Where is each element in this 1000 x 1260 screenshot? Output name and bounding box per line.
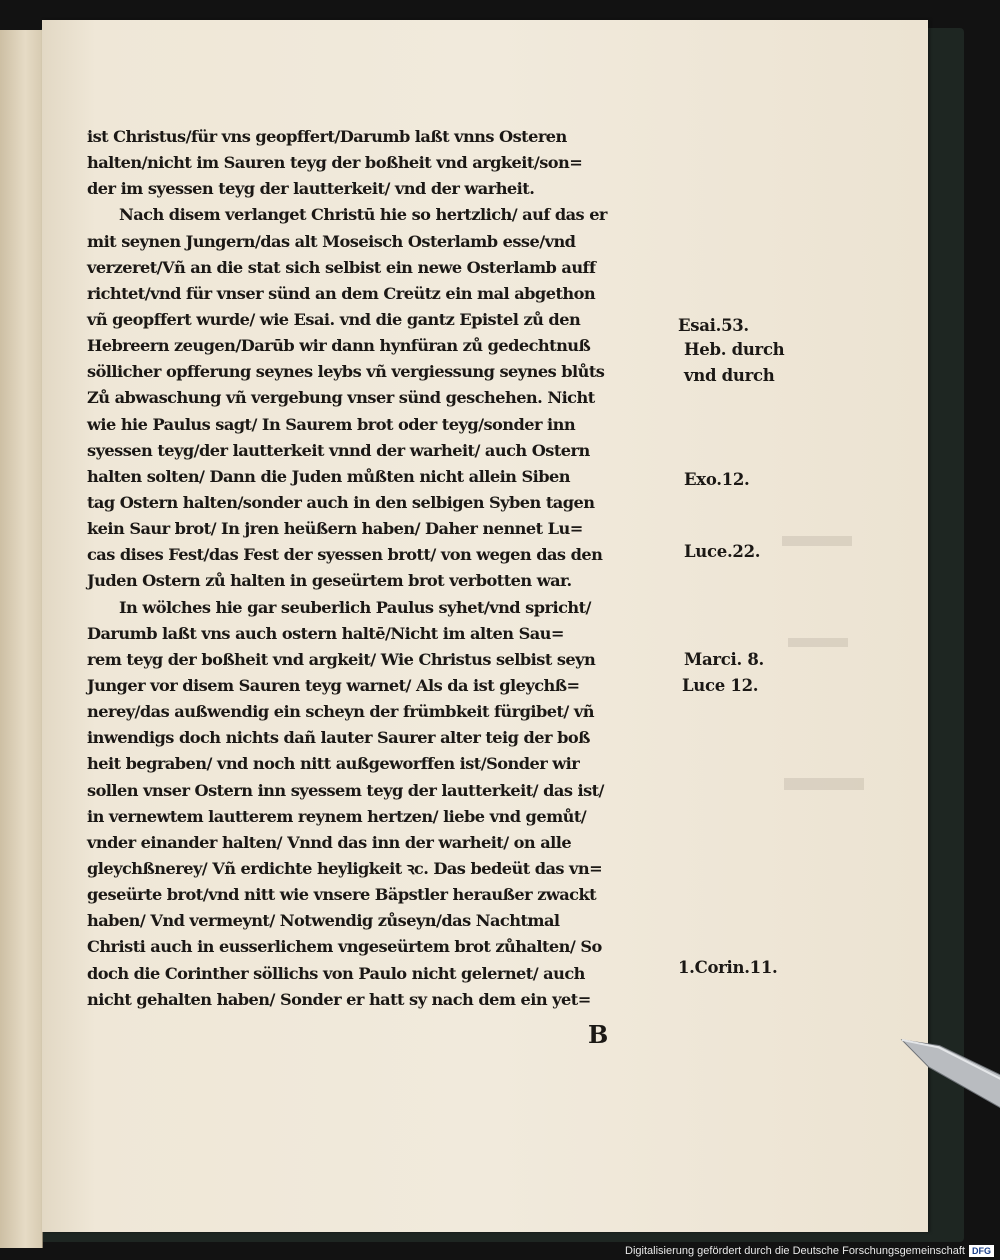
text-line: richtet/vnd für vnser sünd an dem Creütz ein mal abgethon bbox=[87, 283, 596, 303]
text-line: haben/ Vnd vermeynt/ Notwendig zůseyn/das Nachtmal bbox=[87, 911, 560, 931]
text-line: Nach disem verlanget Christū hie so hertzlich/ auf das er bbox=[119, 205, 607, 225]
footer-text: Digitalisierung gefördert durch die Deutsche Forschungsgemeinschaft bbox=[625, 1245, 965, 1257]
text-line: vnder einander halten/ Vnnd das inn der warheit/ on alle bbox=[87, 832, 572, 852]
text-line: heit begraben/ vnd noch nitt außgeworffen ist/Sonder wir bbox=[87, 754, 580, 774]
book-page bbox=[42, 20, 928, 1232]
text-line: Juden Ostern zů halten in geseürtem brot verbotten war. bbox=[87, 571, 572, 591]
footer-credit bbox=[625, 1245, 994, 1257]
text-line: gleychßnerey/ Vñ erdichte heyligkeit ꝛc. Das bedeüt das vn= bbox=[87, 858, 603, 878]
margin-note-esai: Esai.53. bbox=[678, 316, 749, 335]
margin-note-heb: Heb. durch bbox=[684, 340, 785, 359]
show-through-marks bbox=[778, 528, 888, 828]
text-line: Zů abwaschung vñ vergebung vnser sünd geschehen. Nicht bbox=[87, 388, 595, 408]
text-line: Christi auch in eusserlichem vngeseürtem brot zůhalten/ So bbox=[87, 937, 602, 957]
text-line: nicht gehalten haben/ Sonder er hatt sy nach dem ein yet= bbox=[87, 989, 591, 1009]
text-line: syessen teyg/der lautterkeit vnnd der warheit/ auch Ostern bbox=[87, 440, 590, 460]
margin-note-corin: 1.Corin.11. bbox=[678, 958, 778, 977]
text-line: In wölches hie gar seuberlich Paulus syhet/vnd spricht/ bbox=[119, 597, 591, 617]
text-line: mit seynen Jungern/das alt Moseisch Osterlamb esse/vnd bbox=[87, 231, 576, 251]
text-line: in vernewtem lautterem reynem hertzen/ liebe vnd gemůt/ bbox=[87, 806, 587, 826]
text-line: halten/nicht im Sauren teyg der boßheit vnd argkeit/son= bbox=[87, 153, 583, 173]
text-line: Hebreern zeugen/Darūb wir dann hynfüran zů gedechtnuß bbox=[87, 336, 591, 356]
text-line: halten solten/ Dann die Juden můßten nicht allein Siben bbox=[87, 466, 570, 486]
text-line: kein Saur brot/ In jren heüßern haben/ Daher nennet Lu= bbox=[87, 519, 583, 539]
text-line: rem teyg der boßheit vnd argkeit/ Wie Christus selbist seyn bbox=[87, 649, 596, 669]
text-line: tag Ostern halten/sonder auch in den selbigen Syben tagen bbox=[87, 492, 595, 512]
text-line: ist Christus/für vns geopffert/Darumb laßt vnns Osteren bbox=[87, 127, 567, 146]
margin-note-marci: Marci. 8. bbox=[684, 650, 764, 669]
text-line: verzeret/Vñ an die stat sich selbist ein newe Osterlamb auff bbox=[87, 257, 596, 277]
text-line: cas dises Fest/das Fest der syessen brott/ von wegen das den bbox=[87, 545, 603, 565]
body-text bbox=[87, 124, 687, 1013]
text-line: söllicher opfferung seynes leybs vñ vergiessung seynes blůts bbox=[87, 362, 605, 382]
text-line: Junger vor disem Sauren teyg warnet/ Als da ist gleychß= bbox=[87, 675, 580, 695]
text-line: geseürte brot/vnd nitt wie vnsere Bäpstler heraußer zwackt bbox=[87, 885, 597, 905]
text-line: doch die Corinther söllichs von Paulo nicht gelernet/ auch bbox=[87, 963, 585, 983]
margin-note-vnd-durch: vnd durch bbox=[684, 366, 775, 385]
text-line: der im syessen teyg der lautterkeit/ vnd der warheit. bbox=[87, 179, 535, 199]
text-line: inwendigs doch nichts dañ lauter Saurer alter teig der boß bbox=[87, 728, 590, 748]
text-line: Darumb laßt vns auch ostern haltē/Nicht im alten Sau= bbox=[87, 623, 564, 643]
text-line: wie hie Paulus sagt/ In Saurem brot oder teyg/sonder inn bbox=[87, 414, 576, 434]
margin-note-luce-12: Luce 12. bbox=[682, 676, 759, 695]
text-line: sollen vnser Ostern inn syessem teyg der lautterkeit/ das ist/ bbox=[87, 780, 604, 800]
signature-mark: B bbox=[588, 1020, 609, 1049]
margin-note-exo: Exo.12. bbox=[684, 470, 750, 489]
text-line: nerey/das außwendig ein scheyn der frümbkeit fürgibet/ vñ bbox=[87, 702, 594, 722]
text-line: vñ geopffert wurde/ wie Esai. vnd die gantz Epistel zů den bbox=[87, 309, 581, 329]
margin-note-luce-22: Luce.22. bbox=[684, 542, 761, 561]
left-page-edge bbox=[0, 30, 43, 1248]
dfg-logo: DFG bbox=[969, 1245, 994, 1257]
